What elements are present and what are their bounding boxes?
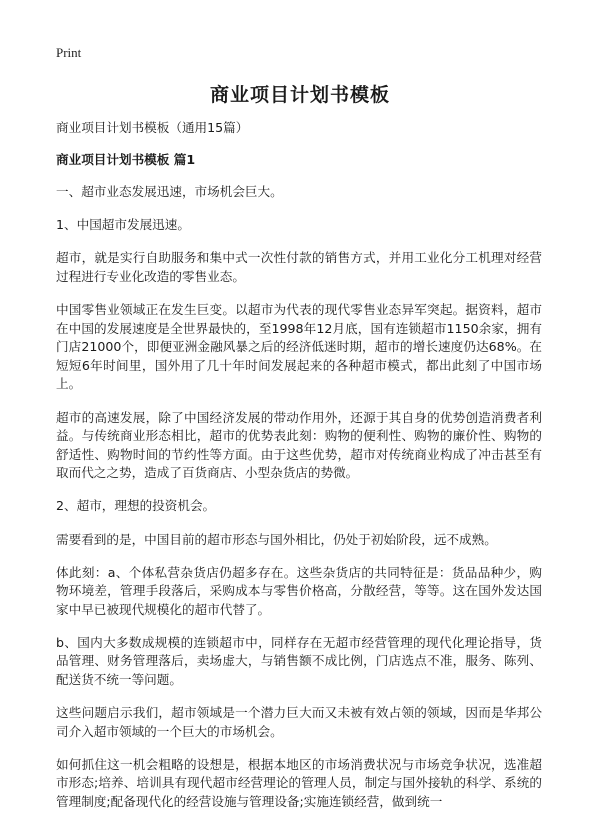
section-heading: 商业项目计划书模板 篇1 [56, 151, 196, 167]
paragraph: b、国内大多数成规模的连锁超市中，同样存在无超市经营管理的现代化理论指导，货品管理、财务管理落后，卖场虚大，与销售额不成比例，门店选点不准，服务、陈列、配送货不统一等问题。 [56, 634, 542, 688]
paragraph: 一、超市业态发展迅速，市场机会巨大。 [56, 184, 283, 200]
paragraph: 中国零售业领域正在发生巨变。以超市为代表的现代零售业态异军突起。据资料，超市在中国的发展速度是全世界最快的，至1998年12月底，国有连锁超市1150余家，拥有门店21000个，即便亚洲金融风暴之后的经济低迷时期，超市的增长速度仍达68%。在短短6年时间里，国外用了几十年时间发展起来的各种超市模式，都出此刻了中国市场上。 [56, 302, 542, 392]
paragraph: 超市，就是实行自助服务和集中式一次性付款的销售方式，并用工业化分工机理对经营过程进行专业化改造的零售业态。 [56, 250, 542, 284]
paragraph: 超市的高速发展，除了中国经济发展的带动作用外，还源于其自身的优势创造消费者利益。与传统商业形态相比，超市的优势表此刻：购物的便利性、购物的廉价性、购物的舒适性、购物时间的节约性等方面。由于这些优势，超市对传统商业构成了冲击甚至有取而代之之势，造成了百货商店、小型杂货店的势微。 [56, 409, 542, 481]
document-body [56, 119, 542, 826]
document-subtitle: 商业项目计划书模板（通用15篇） [56, 120, 249, 135]
paragraph: 这些问题启示我们，超市领域是一个潜力巨大而又未被有效占领的领域，因而是华邦公司介入超市领域的一个巨大的市场机会。 [56, 705, 542, 739]
page-title: 商业项目计划书模板 [209, 84, 390, 106]
paragraph: 1、中国超市发展迅速。 [56, 217, 190, 233]
paragraph: 需要看到的是，中国目前的超市形态与国外相比，仍处于初始阶段，远不成熟。 [56, 531, 497, 547]
paragraph: 体此刻：a、个体私营杂货店仍超多存在。这些杂货店的共同特征是：货品品种少，购物环境差，管理手段落后，采购成本与零售价格高，分散经营，等等。这在国外发达国家中早已被现代规模化的超市代替了。 [56, 564, 542, 617]
paragraph: 如何抓住这一机会粗略的设想是，根据本地区的市场消费状况与市场竞争状况，选准超市形态;培养、培训具有现代超市经营理论的管理人员，制定与国外接轨的科学、系统的管理制度;配备现代化的经营设施与管理设备;实施连锁经营，做到统一 [56, 756, 542, 810]
paragraph: 2、超市，理想的投资机会。 [56, 498, 216, 514]
print-link[interactable]: Print [56, 45, 82, 60]
